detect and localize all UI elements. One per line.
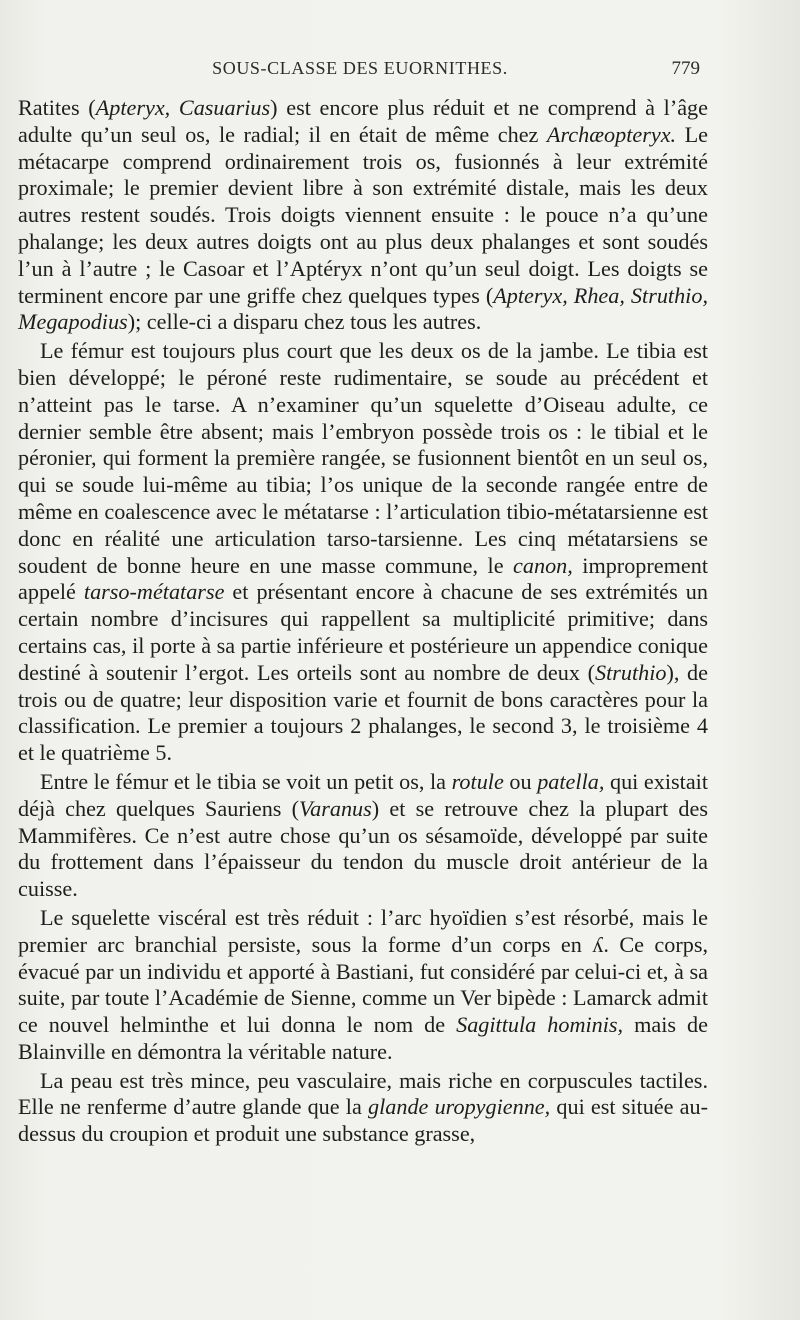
italic-text: patella, <box>537 768 605 794</box>
text-run: Le squelette viscéral est très réduit : l’arc hyoïdien s’est résorbé, mais le premier arc branchial persiste, sous la forme d’un corps en ʎ. Ce corps, évacué par un individu et apporté à Bastiani, fut considéré par celui-ci et, à sa suite, par toute l’Académie de Sienne, comme un Ver bipède : Lamarck admit ce nouvel helminthe et lui donna le nom de <box>18 904 708 1038</box>
italic-text: Apteryx, Rhea, Struthio, Megapodius <box>18 282 708 335</box>
italic-text: Apteryx, Casuarius <box>95 95 271 120</box>
text-run: ) est encore plus réduit et ne comprend à l’âge adulte qu’un seul os, le radial; il en était de même chez <box>18 95 708 147</box>
italic-text: Sagittula hominis, <box>456 1012 624 1038</box>
text-run: Le fémur est toujours plus court que les deux os de la jambe. Le tibia est bien développé; le péroné reste rudimentaire, se soude au précédent et n’atteint pas le tarse. A n’examiner qu’un squelette d’Oiseau adulte, ce dernier semble être absent; mais l’embryon possède trois os : le tibial et le péronier, qui forment la première rangée, se fusionnent bientôt en un seul os, qui se soude lui-même au tibia; l’os unique de la seconde rangée entre de même en coalescence avec le métatarse : l’articulation tibio-métatarsienne est donc en réalité une articulation tarso-tarsienne. Les cinq métatarsiens se soudent de bonne heure en une masse commune, le <box>18 338 708 578</box>
text-run: Le métacarpe comprend ordinairement trois os, fusionnés à leur extrémité proximale; le premier devient libre à son extrémité distale, mais les deux autres restent soudés. Trois doigts viennent ensuite : le pouce n’a qu’une phalange; les deux autres doigts ont au plus deux phalanges et sont soudés l’un à l’autre ; le Casoar et l’Aptéryx n’ont qu’un seul doigt. Les doigts se terminent encore par une griffe chez quelques types ( <box>18 121 708 308</box>
italic-text: Struthio <box>594 659 667 685</box>
text-run: La peau est très mince, peu vasculaire, mais riche en corpuscules tactiles. Elle ne renferme d’autre glande que la <box>18 1067 708 1120</box>
paragraph <box>18 905 708 1066</box>
text-run: improprement appelé <box>18 552 708 605</box>
paragraph <box>18 95 708 336</box>
text-run: Entre le fémur et le tibia se voit un petit os, la <box>40 768 452 794</box>
italic-text: canon, <box>513 552 573 578</box>
text-run: mais de Blainville en démontra la véritable nature. <box>18 1012 708 1064</box>
text-run: Ratites ( <box>18 95 96 120</box>
italic-text: glande uropygienne, <box>368 1094 551 1120</box>
text-run: ) et se retrouve chez la plupart des Mammifères. Ce n’est autre chose qu’un os sésamoïde, développé par suite du frottement dans l’épaisseur du tendon du muscle droit antérieur de la cuisse. <box>18 795 708 902</box>
italic-text: Archæopteryx. <box>546 121 677 147</box>
text-run: qui est située au-dessus du croupion et produit une substance grasse, <box>18 1094 708 1147</box>
page-header <box>20 58 700 88</box>
body-text <box>18 95 708 1148</box>
italic-text: tarso-métatarse <box>83 579 225 605</box>
paragraph <box>18 1068 708 1148</box>
paragraph <box>18 338 708 767</box>
text-run: ), de trois ou de quatre; leur disposition varie et fournit de bons caractères pour la classification. Le premier a toujours 2 phalanges, le second 3, le troisième 4 et le quatrième 5. <box>18 659 708 766</box>
text-run: ou <box>503 768 538 794</box>
text-run: et présentant encore à chacune de ses extrémités un certain nombre d’incisures qui rappellent sa multiplicité primitive; dans certains cas, il porte à sa partie inférieure et postérieure un appendice conique destiné à soutenir l’ergot. Les orteils sont au nombre de deux ( <box>18 579 708 685</box>
paragraph <box>18 769 708 903</box>
italic-text: rotule <box>451 768 504 794</box>
text-run: ); celle-ci a disparu chez tous les autres. <box>127 309 482 335</box>
text-run: qui existait déjà chez quelques Sauriens ( <box>18 768 709 821</box>
running-head: SOUS-CLASSE DES EUORNITHES. <box>212 58 508 78</box>
page-number: 779 <box>671 58 700 79</box>
italic-text: Varanus <box>299 795 372 821</box>
